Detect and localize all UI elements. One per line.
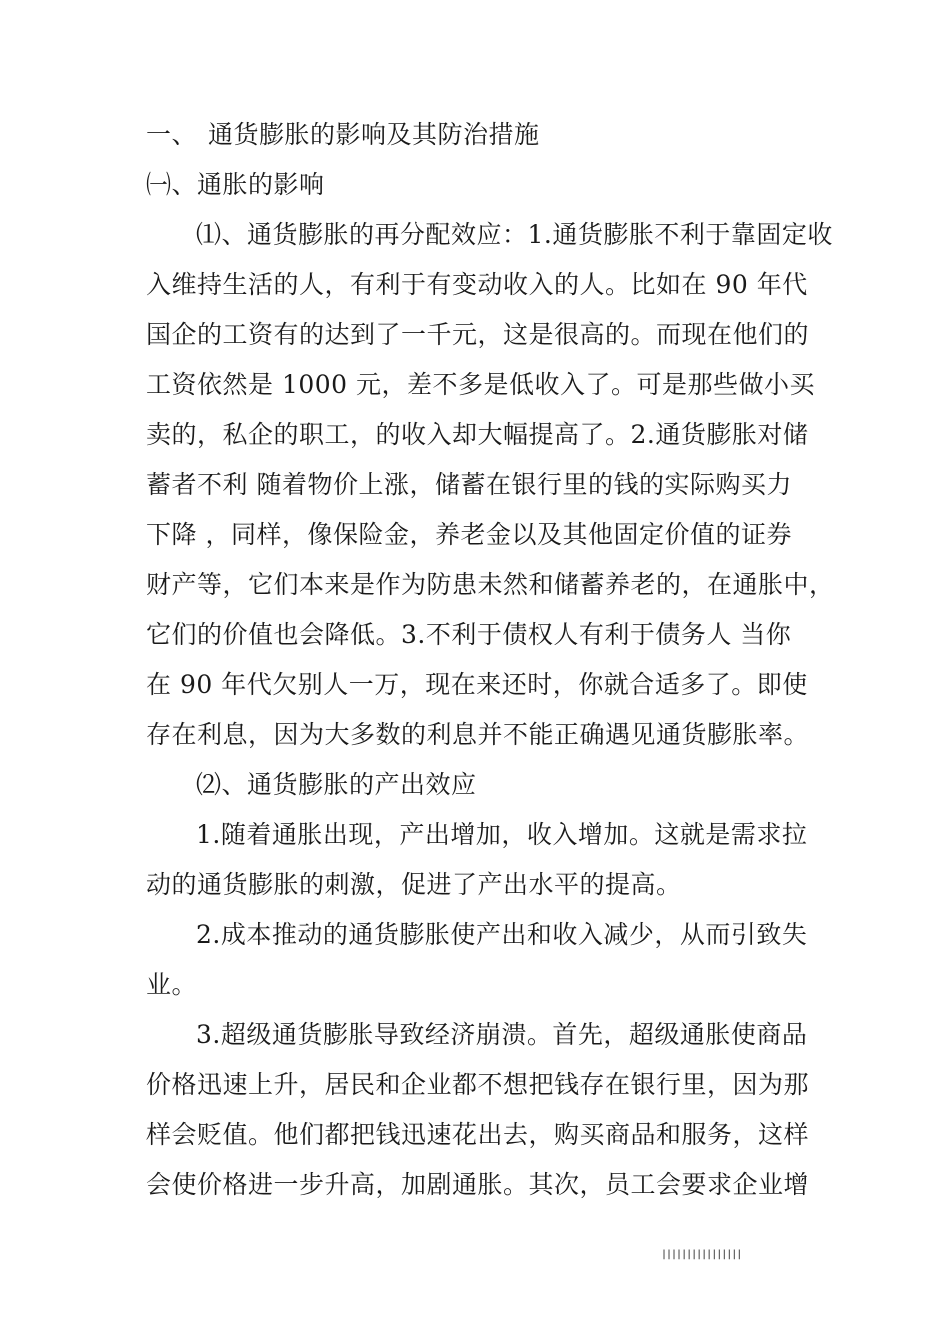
section-title: 通货膨胀的影响及其防治措施 — [208, 120, 540, 149]
paragraph-line: 入维持生活的人，有利于有变动收入的人。比如在 90 年代 — [146, 270, 808, 299]
paragraph-line: 2.成本推动的通货膨胀使产出和收入减少，从而引致失 — [196, 920, 808, 949]
footer-mark: |||||||||||||||| — [661, 1249, 742, 1260]
subsection-heading: ⑵、通货膨胀的产出效应 — [196, 770, 477, 799]
paragraph-line: 业。 — [146, 970, 198, 999]
paragraph-line: 它们的价值也会降低。3.不利于债权人有利于债务人 当你 — [146, 620, 792, 649]
paragraph-line: 价格迅速上升，居民和企业都不想把钱存在银行里，因为那 — [146, 1070, 810, 1099]
paragraph-line: 会使价格进一步升高，加剧通胀。其次，员工会要求企业增 — [146, 1170, 810, 1199]
paragraph-line: 下降 ，同样，像保险金，养老金以及其他固定价值的证券 — [146, 520, 792, 549]
paragraph-line: ⑴、通货膨胀的再分配效应：1.通货膨胀不利于靠固定收 — [196, 220, 833, 249]
paragraph-line: 存在利息，因为大多数的利息并不能正确遇见通货膨胀率。 — [146, 720, 810, 749]
document-body — [146, 110, 835, 1210]
paragraph-line: 在 90 年代欠别人一万，现在来还时，你就合适多了。即使 — [146, 670, 808, 699]
paragraph-line: 3.超级通货膨胀导致经济崩溃。首先，超级通胀使商品 — [196, 1020, 808, 1049]
paragraph-line: 工资依然是 1000 元，差不多是低收入了。可是那些做小买 — [146, 370, 816, 399]
paragraph-line: 国企的工资有的达到了一千元，这是很高的。而现在他们的 — [146, 320, 810, 349]
paragraph-line: 卖的，私企的职工，的收入却大幅提高了。2.通货膨胀对储 — [146, 420, 809, 449]
paragraph-line: 1.随着通胀出现，产出增加，收入增加。这就是需求拉 — [196, 820, 808, 849]
section-heading — [146, 110, 814, 160]
paragraph-line: 蓄者不利 随着物价上涨，储蓄在银行里的钱的实际购买力 — [146, 470, 792, 499]
section-number: 一、 — [146, 120, 198, 149]
paragraph-line: 财产等，它们本来是作为防患未然和储蓄养老的，在通胀中， — [146, 570, 835, 599]
paragraph-line: 动的通货膨胀的刺激，促进了产出水平的提高。 — [146, 870, 682, 899]
paragraph-line: 样会贬值。他们都把钱迅速花出去，购买商品和服务，这样 — [146, 1120, 810, 1149]
subsection-heading: ㈠、通胀的影响 — [146, 170, 325, 199]
